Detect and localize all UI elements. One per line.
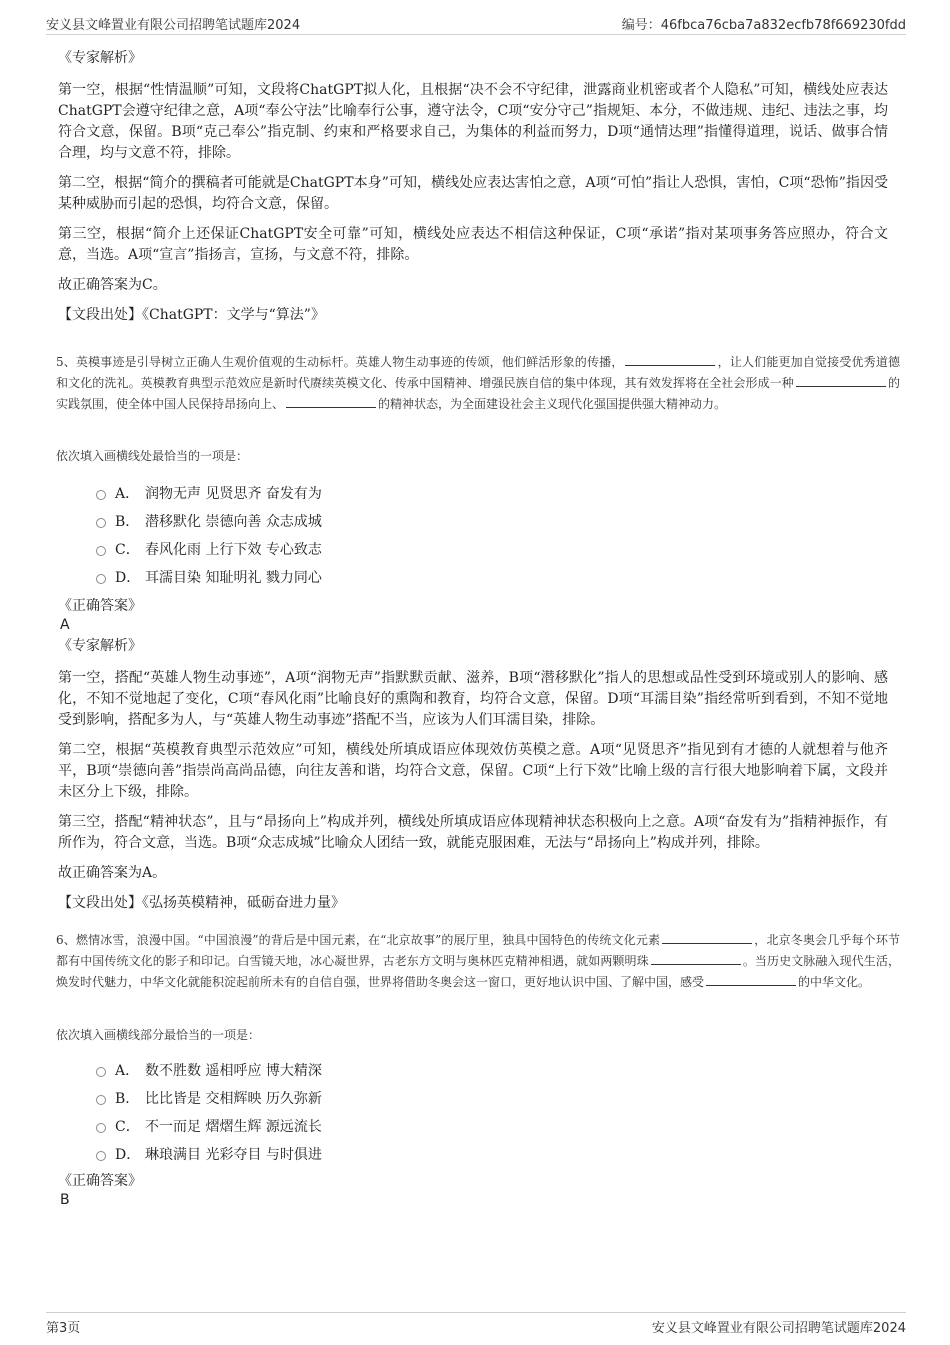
q4-analysis-p3: 第三空，根据“简介上还保证ChatGPT安全可靠”可知，横线处应表达不相信这种保证，C项“承诺”指对某项事务答应照办，符合文意，当选。A项“宣言”指扬言，宣扬，与文意不符，排除。 <box>58 226 888 263</box>
radio-icon[interactable] <box>96 546 106 556</box>
q5-analysis-label: 《专家解析》 <box>58 638 142 654</box>
header-title: 安义县文峰置业有限公司招聘笔试题库2024 <box>46 18 301 33</box>
q5-prompt: 依次填入画横线处最恰当的一项是： <box>56 449 249 463</box>
radio-icon[interactable] <box>96 1123 106 1133</box>
q4-source: 【文段出处】《ChatGPT：文学与“算法”》 <box>58 307 325 323</box>
q5-option-a[interactable]: A． 润物无声 见贤思齐 奋发有为 <box>96 479 696 507</box>
q5-options <box>96 479 696 591</box>
q6-stem-part: ，北京冬奥会几乎每个环节都有中国传统文化的影子和印记。白雪镜天地，冰心凝世界，古老东方文明与奥林匹克精神相遇，就如两颗明珠 <box>56 933 900 968</box>
page-footer <box>46 1312 906 1335</box>
footer-title: 安义县文峰置业有限公司招聘笔试题库2024 <box>651 1321 906 1336</box>
q5-analysis-p2: 第二空，根据“英模教育典型示范效应”可知，横线处所填成语应体现效仿英模之意。A项“见贤思齐”指见到有才德的人就想着与他齐平，B项“崇德向善”指崇尚高尚品德，向往友善和谐，均符合文意，保留。C项“上行下效”比喻上级的言行很大地影响着下属，文段并未区分上下级，排除。 <box>58 742 888 800</box>
answer-blank <box>651 952 741 965</box>
q5-analysis-p3: 第三空，搭配“精神状态”，且与“昂扬向上”构成并列，横线处所填成语应体现精神状态积极向上之意。A项“奋发有为”指精神振作，有所作为，符合文意，当选。B项“众志成城”比喻众人团结一致，就能克服困难，无法与“昂扬向上”构成并列，排除。 <box>58 814 888 851</box>
q6-answer-label: 《正确答案》 <box>58 1173 142 1189</box>
header-serial: 编号：46fbca76cba7a832ecfb78f669230fdd <box>621 18 906 33</box>
q5-answer <box>58 597 142 635</box>
q5-stem-part: 的精神状态，为全面建设社会主义现代化强国提供强大精神动力。 <box>378 397 727 411</box>
q6-option-b[interactable]: B． 比比皆是 交相辉映 历久弥新 <box>96 1084 696 1112</box>
q5-stem <box>56 352 900 415</box>
q6-option-c[interactable]: C． 不一而足 熠熠生辉 源远流长 <box>96 1112 696 1140</box>
q5-stem-part: 5、英模事迹是引导树立正确人生观价值观的生动标杆。英雄人物生动事迹的传颂，他们鲜活形象的传播， <box>56 355 624 369</box>
q5-answer-label: 《正确答案》 <box>58 598 142 614</box>
answer-blank <box>286 395 376 408</box>
q6-option-d[interactable]: D． 琳琅满目 光彩夺目 与时俱进 <box>96 1140 696 1168</box>
q6-stem-part: 。当历史文脉融入现代生活，焕发时代魅力，中华文化就能积淀起前所未有的自信自强，世界将借助冬奥会这一窗口，更好地认识中国、了解中国，感受 <box>56 954 900 989</box>
radio-icon[interactable] <box>96 1095 106 1105</box>
page-number: 第3页 <box>46 1321 81 1336</box>
answer-blank <box>625 353 715 366</box>
q5-answer-value: A <box>60 617 70 633</box>
q6-stem-part: 的中华文化。 <box>798 975 871 989</box>
q4-analysis-p1: 第一空，根据“性情温顺”可知，文段将ChatGPT拟人化，且根据“决不会不守纪律，泄露商业机密或者个人隐私”可知，横线处应表达ChatGPT会遵守纪律之意，A项“奉公守法”比喻奉行公事，遵守法令，C项“安分守己”指规矩、本分，不做违规、违纪、违法之事，均符合文意，保留。B项“克己奉公”指克制、约束和严格要求自己，为集体的利益而努力，D项“通情达理”指懂得道理，说话、做事合情合理，均与文意不符，排除。 <box>58 82 888 161</box>
answer-blank <box>662 931 752 944</box>
radio-icon[interactable] <box>96 1067 106 1077</box>
q6-answer <box>58 1172 142 1210</box>
q5-stem-part: 的实践氛围，使全体中国人民保持昂扬向上、 <box>56 376 900 411</box>
page-header <box>46 10 906 35</box>
q6-stem <box>56 930 900 993</box>
radio-icon[interactable] <box>96 1151 106 1161</box>
q5-analysis-p1: 第一空，搭配“英雄人物生动事迹”，A项“润物无声”指默默贡献、滋养，B项“潜移默化”指人的思想或品性受到环境或别人的影响、感化，不知不觉地起了变化，C项“春风化雨”比喻良好的熏陶和教育，均符合文意，保留。D项“耳濡目染”指经常听到看到，不知不觉地受到影响，搭配多为人，与“英雄人物生动事迹”搭配不当，应该为人们耳濡目染，排除。 <box>58 670 888 728</box>
answer-blank <box>706 973 796 986</box>
q5-analysis <box>58 668 888 914</box>
q4-analysis-label: 《专家解析》 <box>58 50 142 66</box>
q5-option-b[interactable]: B． 潜移默化 崇德向善 众志成城 <box>96 507 696 535</box>
q4-analysis <box>58 80 888 326</box>
q5-option-d[interactable]: D． 耳濡目染 知耻明礼 戮力同心 <box>96 563 696 591</box>
q5-source: 【文段出处】《弘扬英模精神，砥砺奋进力量》 <box>58 895 345 911</box>
radio-icon[interactable] <box>96 490 106 500</box>
q6-answer-value: B <box>60 1192 70 1208</box>
q6-prompt: 依次填入画横线部分最恰当的一项是： <box>56 1028 261 1042</box>
answer-blank <box>796 374 886 387</box>
radio-icon[interactable] <box>96 574 106 584</box>
q6-option-a[interactable]: A． 数不胜数 遥相呼应 博大精深 <box>96 1056 696 1084</box>
q6-stem-part: 6、燃情冰雪，浪漫中国。“中国浪漫”的背后是中国元素，在“北京故事”的展厅里，独具中国特色的传统文化元素 <box>56 933 661 947</box>
q4-analysis-p2: 第二空，根据“简介的撰稿者可能就是ChatGPT本身”可知，横线处应表达害怕之意，A项“可怕”指让人恐惧，害怕，C项“恐怖”指因受某种威胁而引起的恐惧，均符合文意，保留。 <box>58 175 888 212</box>
q4-conclusion: 故正确答案为C。 <box>58 277 167 293</box>
q5-option-c[interactable]: C． 春风化雨 上行下效 专心致志 <box>96 535 696 563</box>
q6-options <box>96 1056 696 1168</box>
radio-icon[interactable] <box>96 518 106 528</box>
q5-conclusion: 故正确答案为A。 <box>58 865 167 881</box>
q5-stem-part: ，让人们能更加自觉接受优秀道德和文化的洗礼。英模教育典型示范效应是新时代赓续英模文化、传承中国精神、增强民族自信的集中体现，其有效发挥将在全社会形成一种 <box>56 355 900 390</box>
